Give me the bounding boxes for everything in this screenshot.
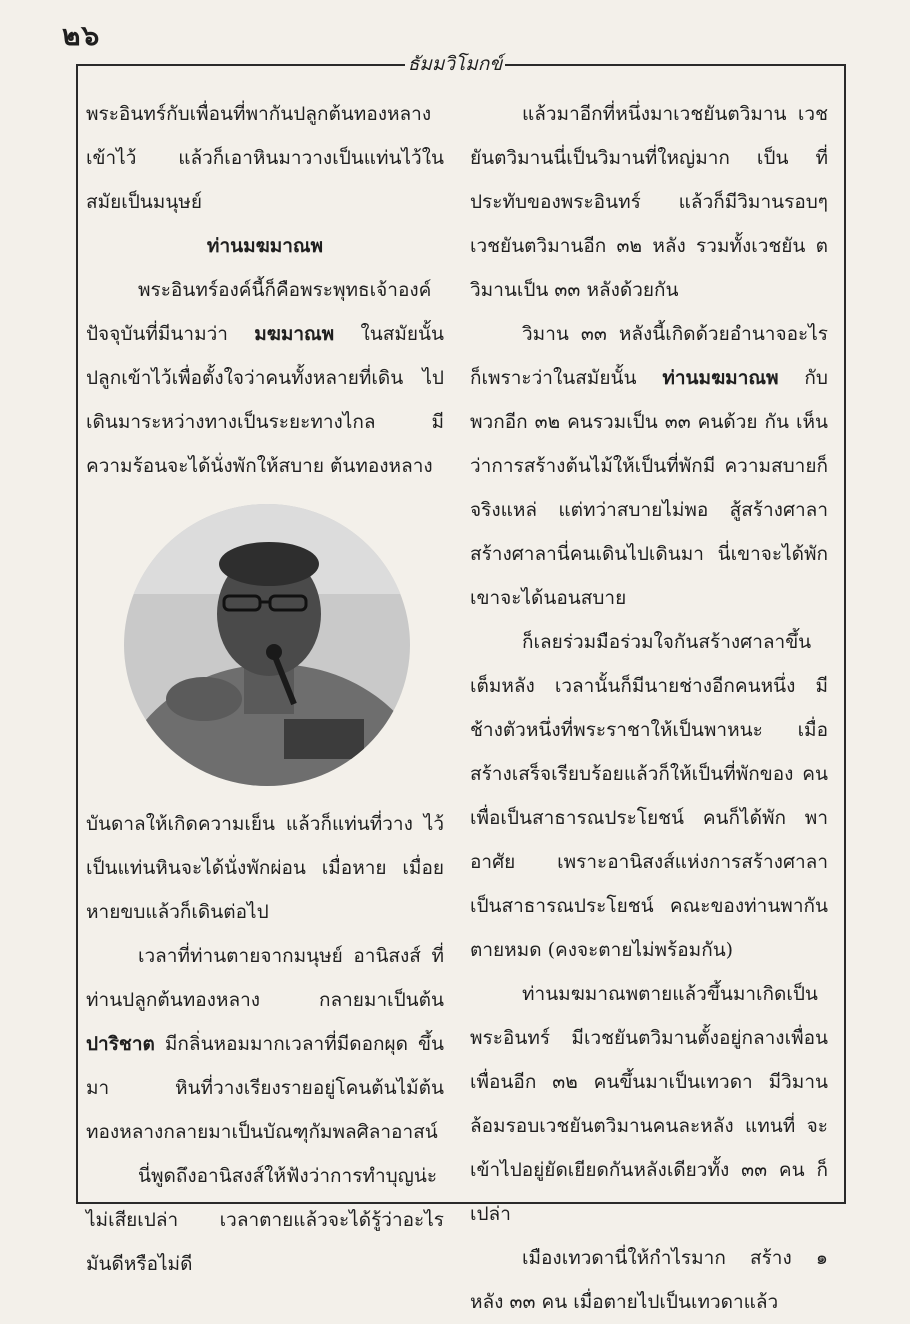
- paragraph: บันดาลให้เกิดความเย็น แล้วก็แท่นที่วาง ไว้เป็นแท่นหินจะได้นั่งพักผ่อน เมื่อหาย เมื่อยหายขบแล้วก็เดินต่อไป: [86, 813, 444, 923]
- bold-term: ท่านมฆมาณพ: [662, 367, 779, 389]
- bold-term: ปาริชาต: [86, 1033, 155, 1055]
- left-column: [86, 92, 444, 1286]
- monk-portrait-photo: [124, 504, 410, 786]
- paragraph: พระอินทร์กับเพื่อนที่พากันปลูกต้นทองหลาง เข้าไว้ แล้วก็เอาหินมาวางเป็นแท่นไว้ใน สมัยเป็นมนุษย์: [86, 103, 444, 213]
- paragraph: เมืองเทวดานี่ให้กำไรมาก สร้าง ๑ หลัง ๓๓ คน เมื่อตายไปเป็นเทวดาแล้ว: [470, 1247, 828, 1313]
- page-number: ๒๖: [62, 19, 101, 52]
- paragraph: ก็เลยร่วมมือร่วมใจกันสร้างศาลาขึ้น เต็มหลัง เวลานั้นก็มีนายช่างอีกคนหนึ่ง มี ช้างตัวหนึ่งที่พระราชาให้เป็นพาหนะ เมื่อ สร้างเสร็จเรียบร้อยแล้วก็ให้เป็นที่พักของ คนเพื่อเป็นสาธารณประโยชน์ คนก็ได้พัก พาอาศัย เพราะอานิสงส์แห่งการสร้างศาลา เป็นสาธารณประโยชน์ คณะของท่านพากัน ตายหมด (คงจะตายไม่พร้อมกัน): [470, 631, 828, 961]
- paragraph: เวลาที่ท่านตายจากมนุษย์ อานิสงส์ ที่ท่านปลูกต้นทองหลาง กลายมาเป็นต้น ปาริชาต มีกลิ่นหอมมากเวลาที่มีดอกผุด ขึ้นมา หินที่วางเรียงรายอยู่โคนต้นไม้ต้น ทองหลางกลายมาเป็นบัณฑุกัมพลศิลาอาสน์: [86, 945, 444, 1143]
- bold-term: มฆมาณพ: [254, 323, 335, 345]
- paragraph: ท่านมฆมาณพตายแล้วขึ้นมาเกิดเป็น พระอินทร์ มีเวชยันตวิมานตั้งอยู่กลางเพื่อน เพื่อนอีก ๓๒ คนขึ้นมาเป็นเทวดา มีวิมาน ล้อมรอบเวชยันตวิมานคนละหลัง แทนที่ จะเข้าไปอยู่ยัดเยียดกันหลังเดียวทั้ง ๓๓ คน ก็เปล่า: [470, 983, 828, 1225]
- paragraph: วิมาน ๓๓ หลังนี้เกิดด้วยอำนาจอะไร ก็เพราะว่าในสมัยนั้น ท่านมฆมาณพ กับ พวกอีก ๓๒ คนรวมเป็น ๓๓ คนด้วย กัน เห็นว่าการสร้างต้นไม้ให้เป็นที่พักมี ความสบายก็จริงแหล่ แต่ทว่าสบายไม่พอ สู้สร้างศาลา สร้างศาลานี่คนเดินไปเดินมา นี่เขาจะได้พัก เขาจะได้นอนสบาย: [470, 323, 828, 609]
- right-column: [470, 92, 828, 1324]
- paragraph: พระอินทร์องค์นี้ก็คือพระพุทธเจ้าองค์ ปัจจุบันที่มีนามว่า มฆมาณพ ในสมัยนั้น ปลูกเข้าไว้เพื่อตั้งใจว่าคนทั้งหลายที่เดิน ไปเดินมาระหว่างทางเป็นระยะทางไกล มี ความร้อนจะได้นั่งพักให้สบาย ต้นทองหลาง: [86, 279, 444, 477]
- paragraph: นี่พูดถึงอานิสงส์ให้ฟังว่าการทำบุญน่ะ ไม่เสียเปล่า เวลาตายแล้วจะได้รู้ว่าอะไร มันดีหรือไม่ดี: [86, 1165, 444, 1275]
- paragraph: แล้วมาอีกที่หนึ่งมาเวชยันตวิมาน เวชยันตวิมานนี่เป็นวิมานที่ใหญ่มาก เป็น ที่ประทับของพระอินทร์ แล้วก็มีวิมานรอบๆ เวชยันตวิมานอีก ๓๒ หลัง รวมทั้งเวชยัน ตวิมานเป็น ๓๓ หลังด้วยกัน: [470, 103, 828, 301]
- running-header: ธัมมวิโมกข์: [405, 53, 505, 75]
- section-heading: ท่านมฆมาณพ: [206, 235, 324, 257]
